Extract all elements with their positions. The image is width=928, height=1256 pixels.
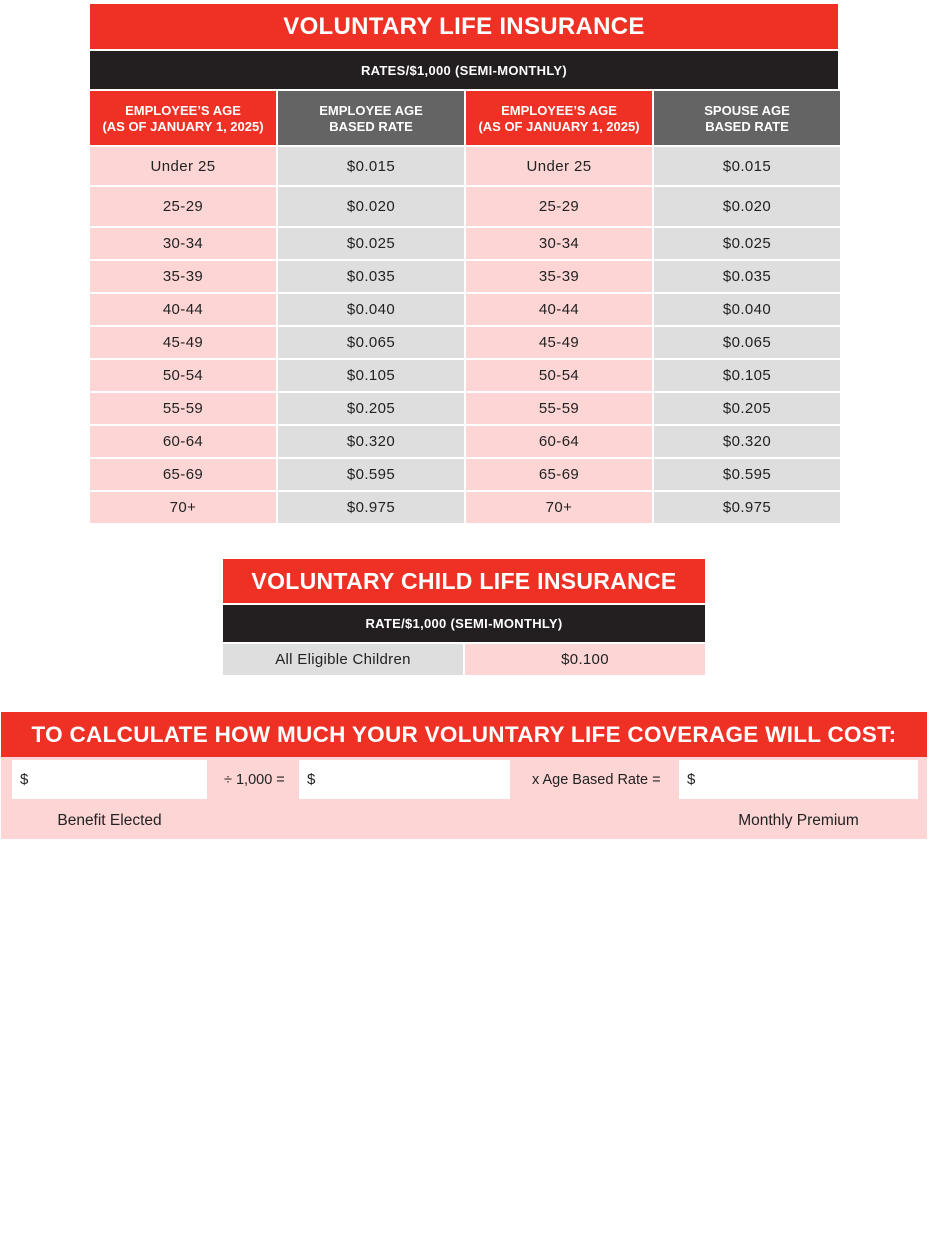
employee-age-cell: 70+ — [90, 492, 276, 523]
employee-age-cell: 65-69 — [90, 459, 276, 490]
employee-age-cell: 40-44 — [90, 294, 276, 325]
spouse-rate-cell: $0.320 — [654, 426, 840, 457]
spouse-rate-cell: $0.020 — [654, 187, 840, 226]
currency-prefix: $ — [20, 771, 29, 788]
employee-rate-cell: $0.025 — [278, 228, 464, 259]
life-table-header-row — [90, 91, 838, 145]
header-employee-age — [90, 91, 276, 145]
employee-rate-cell: $0.020 — [278, 187, 464, 226]
table-row — [90, 426, 838, 457]
multiply-operator-label: x Age Based Rate = — [532, 771, 661, 788]
spouse-employee-age-cell: 65-69 — [466, 459, 652, 490]
header-line: EMPLOYEE AGE — [319, 103, 423, 118]
child-rate-cell: $0.100 — [465, 644, 705, 675]
header-spouse-employee-age — [466, 91, 652, 145]
spouse-employee-age-cell: 55-59 — [466, 393, 652, 424]
life-table-title: VOLUNTARY LIFE INSURANCE — [90, 4, 838, 49]
header-line: EMPLOYEE’S AGE — [125, 103, 241, 118]
spouse-employee-age-cell: 70+ — [466, 492, 652, 523]
employee-rate-cell: $0.105 — [278, 360, 464, 391]
header-line: BASED RATE — [329, 119, 413, 134]
spouse-rate-cell: $0.105 — [654, 360, 840, 391]
employee-age-cell: 50-54 — [90, 360, 276, 391]
spouse-rate-cell: $0.035 — [654, 261, 840, 292]
employee-age-cell: 30-34 — [90, 228, 276, 259]
spouse-rate-cell: $0.040 — [654, 294, 840, 325]
table-row — [90, 228, 838, 259]
spouse-employee-age-cell: Under 25 — [466, 147, 652, 185]
spouse-employee-age-cell: 50-54 — [466, 360, 652, 391]
units-field[interactable] — [299, 760, 510, 799]
table-row — [90, 393, 838, 424]
spouse-rate-cell: $0.205 — [654, 393, 840, 424]
header-line: (AS OF JANUARY 1, 2025) — [102, 119, 264, 134]
employee-rate-cell: $0.015 — [278, 147, 464, 185]
spouse-rate-cell: $0.015 — [654, 147, 840, 185]
spouse-employee-age-cell: 30-34 — [466, 228, 652, 259]
table-row — [90, 187, 838, 226]
employee-age-cell: 35-39 — [90, 261, 276, 292]
voluntary-life-table — [90, 4, 838, 523]
coverage-calculator — [1, 712, 927, 839]
table-row — [223, 644, 705, 675]
life-table-subtitle: RATES/$1,000 (SEMI-MONTHLY) — [90, 51, 838, 89]
spouse-rate-cell: $0.975 — [654, 492, 840, 523]
employee-age-cell: 60-64 — [90, 426, 276, 457]
employee-rate-cell: $0.205 — [278, 393, 464, 424]
header-line: EMPLOYEE’S AGE — [501, 103, 617, 118]
table-row — [90, 492, 838, 523]
employee-age-cell: Under 25 — [90, 147, 276, 185]
spouse-rate-cell: $0.065 — [654, 327, 840, 358]
benefit-elected-field[interactable] — [12, 760, 207, 799]
currency-prefix: $ — [307, 771, 316, 788]
header-spouse-rate — [654, 91, 840, 145]
child-table-title: VOLUNTARY CHILD LIFE INSURANCE — [223, 559, 705, 603]
spouse-employee-age-cell: 45-49 — [466, 327, 652, 358]
employee-rate-cell: $0.975 — [278, 492, 464, 523]
currency-prefix: $ — [687, 771, 696, 788]
employee-rate-cell: $0.595 — [278, 459, 464, 490]
life-table-body — [90, 147, 838, 523]
table-row — [90, 327, 838, 358]
voluntary-child-life-table — [223, 559, 705, 675]
employee-age-cell: 55-59 — [90, 393, 276, 424]
benefit-elected-caption: Benefit Elected — [57, 812, 162, 829]
calculator-body — [1, 757, 927, 839]
spouse-employee-age-cell: 40-44 — [466, 294, 652, 325]
employee-rate-cell: $0.040 — [278, 294, 464, 325]
calculator-title: TO CALCULATE HOW MUCH YOUR VOLUNTARY LIFE COVERAGE WILL COST: — [1, 712, 927, 757]
spouse-rate-cell: $0.025 — [654, 228, 840, 259]
monthly-premium-caption: Monthly Premium — [738, 812, 859, 829]
table-row — [90, 360, 838, 391]
header-line: BASED RATE — [705, 119, 789, 134]
monthly-premium-field[interactable] — [679, 760, 918, 799]
employee-rate-cell: $0.065 — [278, 327, 464, 358]
employee-rate-cell: $0.035 — [278, 261, 464, 292]
header-line: (AS OF JANUARY 1, 2025) — [478, 119, 640, 134]
table-row — [90, 459, 838, 490]
table-row — [90, 147, 838, 185]
spouse-rate-cell: $0.595 — [654, 459, 840, 490]
employee-age-cell: 45-49 — [90, 327, 276, 358]
header-employee-rate — [278, 91, 464, 145]
child-table-subtitle: RATE/$1,000 (SEMI-MONTHLY) — [223, 605, 705, 642]
spouse-employee-age-cell: 35-39 — [466, 261, 652, 292]
divide-operator-label: ÷ 1,000 = — [224, 771, 285, 788]
table-row — [90, 294, 838, 325]
spouse-employee-age-cell: 60-64 — [466, 426, 652, 457]
employee-rate-cell: $0.320 — [278, 426, 464, 457]
header-line: SPOUSE AGE — [704, 103, 790, 118]
spouse-employee-age-cell: 25-29 — [466, 187, 652, 226]
employee-age-cell: 25-29 — [90, 187, 276, 226]
child-label-cell: All Eligible Children — [223, 644, 463, 675]
table-row — [90, 261, 838, 292]
